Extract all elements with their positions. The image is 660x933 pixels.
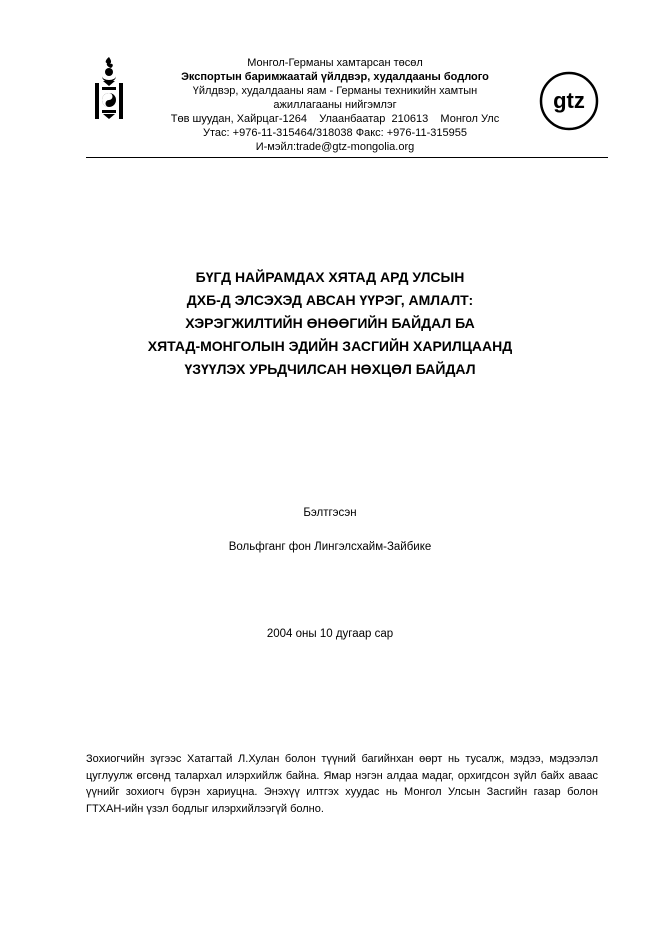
document-date: 2004 оны 10 дугаар сар bbox=[266, 628, 394, 640]
author-name: Вольфганг фон Лингэлсхайм-Зайбике bbox=[228, 541, 432, 553]
postal-address: Төв шуудан, Хайрцаг-1264 Улаанбаатар 210613 Монгол Улс bbox=[170, 113, 500, 125]
project-name: Монгол-Германы хамтарсан төсөл bbox=[247, 57, 423, 69]
title-line-3: ХЭРЭГЖИЛТИЙН ӨНӨӨГИЙН БАЙДАЛ БА bbox=[185, 315, 475, 331]
ministry-line-1: Үйлдвэр, худалдааны яам - Германы техникийн хамтын bbox=[192, 85, 478, 97]
ministry-line-2: ажиллагааны нийгэмлэг bbox=[273, 99, 397, 111]
soyombo-emblem-icon bbox=[90, 56, 128, 122]
acknowledgement-paragraph: Зохиогчийн зүгээс Хатагтай Л.Хулан болон түүний багийнхан өөрт нь тусалж, мэдээ, мэдээлэл цуглуулж өгсөнд талархал илэрхийлж байна. Ямар нэгэн алдаа мадаг, орхигдсон зүйл байх аваас үүнийг зохиогч бүрэн хариуцна. Энэхүү илтгэх хуудас нь Монгол Улсын Засгийн газар болон ГТХАН-ийн үзэл бодлыг илэрхийлээгүй болно. bbox=[86, 753, 598, 815]
phone-fax: Утас: +976-11-315464/318038 Факс: +976-11-315955 bbox=[203, 127, 467, 139]
program-name: Экспортын баримжаатай үйлдвэр, худалдааны бодлого bbox=[181, 71, 489, 83]
letterhead-divider bbox=[86, 157, 608, 158]
title-line-2: ДХБ-Д ЭЛСЭХЭД АВСАН ҮҮРЭГ, АМЛАЛТ: bbox=[186, 292, 474, 308]
svg-text:gtz: gtz bbox=[553, 88, 585, 113]
letterhead bbox=[150, 56, 520, 154]
title-line-4: ХЯТАД-МОНГОЛЫН ЭДИЙН ЗАСГИЙН ХАРИЛЦААНД bbox=[147, 338, 513, 354]
prepared-by-label: Бэлтгэсэн bbox=[303, 507, 357, 519]
document-title bbox=[80, 266, 580, 381]
title-line-5: ҮЗҮҮЛЭХ УРЬДЧИЛСАН НӨХЦӨЛ БАЙДАЛ bbox=[184, 361, 476, 377]
gtz-logo-icon bbox=[538, 70, 600, 132]
title-line-1: БҮГД НАЙРАМДАХ ХЯТАД АРД УЛСЫН bbox=[195, 269, 465, 285]
email-address: И-мэйл:trade@gtz-mongolia.org bbox=[255, 141, 415, 153]
